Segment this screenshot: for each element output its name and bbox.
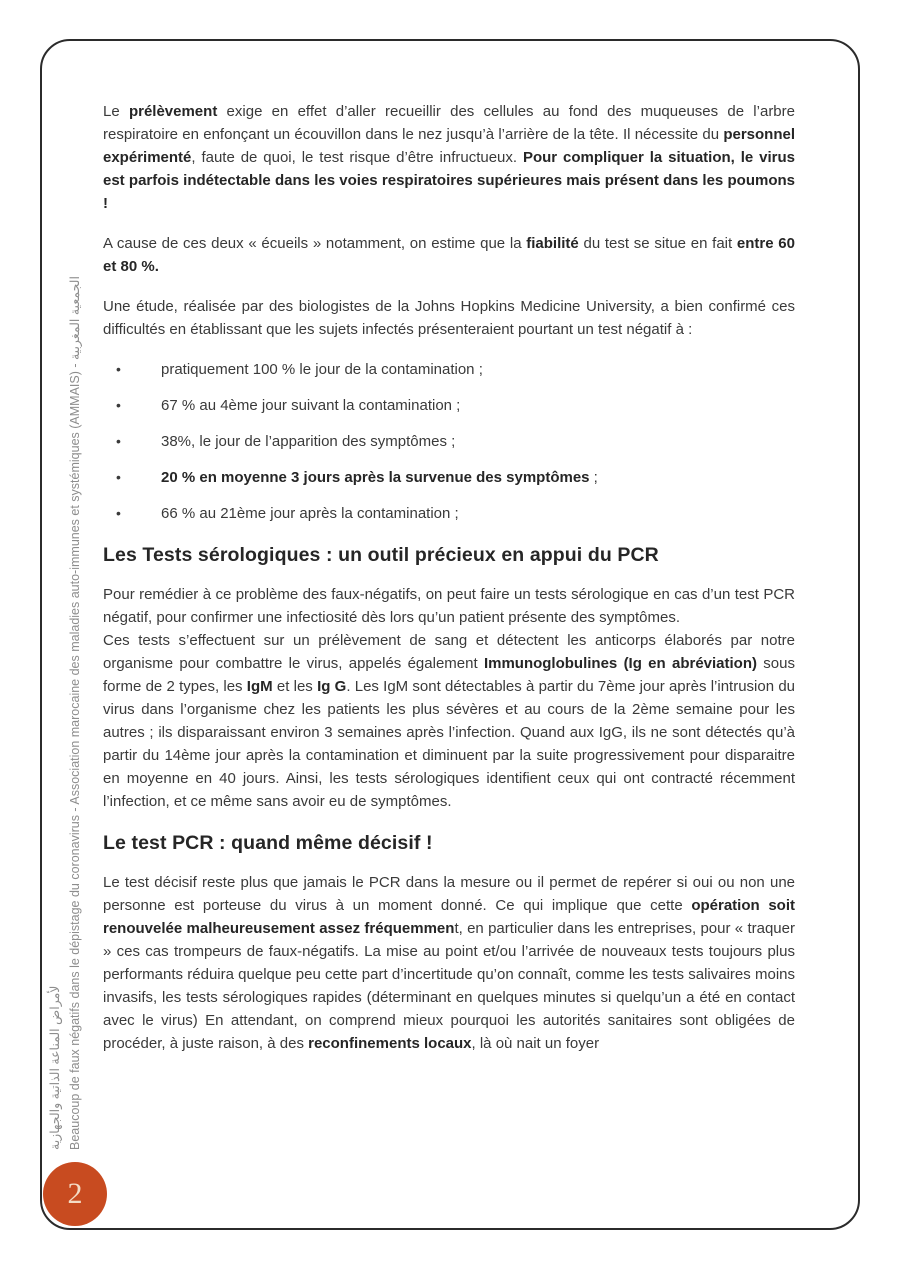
bullet-item bbox=[103, 394, 795, 417]
bullet-text bbox=[161, 394, 795, 417]
bullet-text bbox=[161, 358, 795, 381]
bullet-icon: • bbox=[116, 361, 121, 377]
bullet-list bbox=[103, 358, 795, 525]
bold-text-run: IgM bbox=[246, 678, 273, 695]
bold-text-run: entre 60 et 80 %. bbox=[103, 235, 795, 275]
text-run: pratiquement 100 % le jour de la contamination ; bbox=[161, 361, 483, 378]
bold-text-run: fiabilité bbox=[526, 235, 579, 252]
bullet-text bbox=[161, 466, 795, 489]
paragraph bbox=[103, 232, 795, 278]
bold-text-run: Pour compliquer la situation, le virus est parfois indétectable dans les voies respiratoires supérieures mais présent dans les poumons ! bbox=[103, 149, 795, 212]
bold-text-run: Ig G bbox=[317, 678, 347, 695]
section-heading bbox=[103, 542, 795, 568]
text-run: . Les IgM sont détectables à partir du 7ème jour après l’intrusion du virus dans l’organisme chez les patients les plus sévères et au cours de la 2ème semaine pour les autres ; ils disparaissant environ 3 semaines après l’infection. Quand aux IgG, ils ne sont détectés qu’à partir du 14ème jour après la contamination et diminuent par la suite progressivement pour disparaitre en moyenne en 40 jours. Ainsi, les tests sérologiques identifient ceux qui ont contracté récemment l’infection, et ce même sans avoir eu de symptômes. bbox=[103, 678, 796, 810]
bold-text-run: 20 % en moyenne 3 jours après la survenue des symptômes bbox=[161, 469, 590, 486]
text-run: Le test décisif reste plus que jamais le PCR dans la mesure ou il permet de repérer si oui ou non une personne est porteuse du virus à un moment donné. Ce qui implique que cette bbox=[103, 874, 795, 914]
text-run: A cause de ces deux « écueils » notamment, on estime que la bbox=[103, 235, 527, 252]
sidebar-line-arabic-wrap: لأمراض المناعة الذاتية والجهازية bbox=[48, 985, 62, 1150]
bullet-icon: • bbox=[116, 469, 121, 485]
text-run: Le bbox=[103, 103, 129, 120]
document-content bbox=[103, 100, 795, 1072]
page-number-badge bbox=[43, 1162, 107, 1226]
text-run: 67 % au 4ème jour suivant la contamination ; bbox=[161, 397, 461, 414]
bold-text-run: prélèvement bbox=[128, 103, 218, 120]
text-run: , là où nait un foyer bbox=[471, 1035, 600, 1052]
text-run: Les Tests sérologiques : un outil précieux en appui du PCR bbox=[103, 544, 659, 566]
text-run: , faute de quoi, le test risque d’être infructueux. bbox=[191, 149, 523, 166]
section-heading bbox=[103, 830, 795, 856]
text-run: du test se situe en fait bbox=[578, 235, 737, 252]
bold-text-run: reconfinements locaux bbox=[308, 1035, 472, 1052]
bullet-item bbox=[103, 358, 795, 381]
bold-text-run: personnel expérimenté bbox=[103, 126, 795, 166]
page-number: 2 bbox=[67, 1177, 83, 1210]
bold-text-run: Immunoglobulines (Ig en abréviation) bbox=[483, 655, 758, 672]
bullet-text bbox=[161, 502, 795, 525]
paragraph bbox=[103, 871, 795, 1055]
text-run: 66 % au 21ème jour après la contamination ; bbox=[161, 505, 459, 522]
bullet-item bbox=[103, 430, 795, 453]
text-run: Le test PCR : quand même décisif ! bbox=[103, 832, 433, 854]
bullet-item bbox=[103, 466, 795, 489]
text-run: et les bbox=[272, 678, 318, 695]
text-run: Pour remédier à ce problème des faux-négatifs, on peut faire un tests sérologique en cas d’un test PCR négatif, pour confirmer une infectiosité dès lors qu’un patient présente des symptômes. bbox=[103, 586, 795, 626]
text-run: Ces tests s’effectuent sur un prélèvement de sang et détectent les anticorps élaborés par notre organisme pour combattre le virus, appelés également bbox=[103, 632, 795, 672]
paragraph bbox=[103, 583, 795, 813]
bullet-text bbox=[161, 430, 795, 453]
bullet-icon: • bbox=[116, 433, 121, 449]
sidebar-line-main: Beaucoup de faux négatifs dans le dépistage du coronavirus - Association marocaine des maladies auto-immunes et systémiques (AMMAIS) - الجمعية المغربية bbox=[68, 276, 82, 1150]
text-run: 38%, le jour de l’apparition des symptômes ; bbox=[161, 433, 456, 450]
text-run: sous forme de 2 types, les bbox=[103, 655, 795, 695]
paragraph bbox=[103, 100, 795, 215]
text-run: exige en effet d’aller recueillir des cellules au fond des muqueuses de l’arbre respiratoire en enfonçant un écouvillon dans le nez jusqu’à l’arrière de la tête. Il nécessite du bbox=[103, 103, 795, 143]
bullet-item bbox=[103, 502, 795, 525]
bold-text-run: opération soit renouvelée malheureusement assez fréquemmen bbox=[103, 897, 795, 937]
text-run: t, en particulier dans les entreprises, pour « traquer » ces cas trompeurs de faux-négatifs. La mise au point et/ou l’arrivée de nouveaux tests toujours plus performants réduira quelque peu cette part d’incertitude qu’on connaît, comme les tests salivaires moins invasifs, les tests sérologiques rapides (déterminant en quelques minutes si quelqu’un a été en contact avec le virus) En attendant, on comprend mieux pourquoi les autorités sanitaires sont obligées de procéder, à juste raison, à des bbox=[103, 920, 795, 1052]
paragraph bbox=[103, 295, 795, 341]
text-run: Une étude, réalisée par des biologistes de la Johns Hopkins Medicine University, a bien confirmé ces difficultés en établissant que les sujets infectés présenteraient pourtant un test négatif à : bbox=[103, 298, 795, 338]
bullet-icon: • bbox=[116, 397, 121, 413]
bullet-icon: • bbox=[116, 505, 121, 521]
text-run: ; bbox=[589, 469, 598, 486]
sidebar-vertical-text bbox=[45, 94, 85, 1150]
